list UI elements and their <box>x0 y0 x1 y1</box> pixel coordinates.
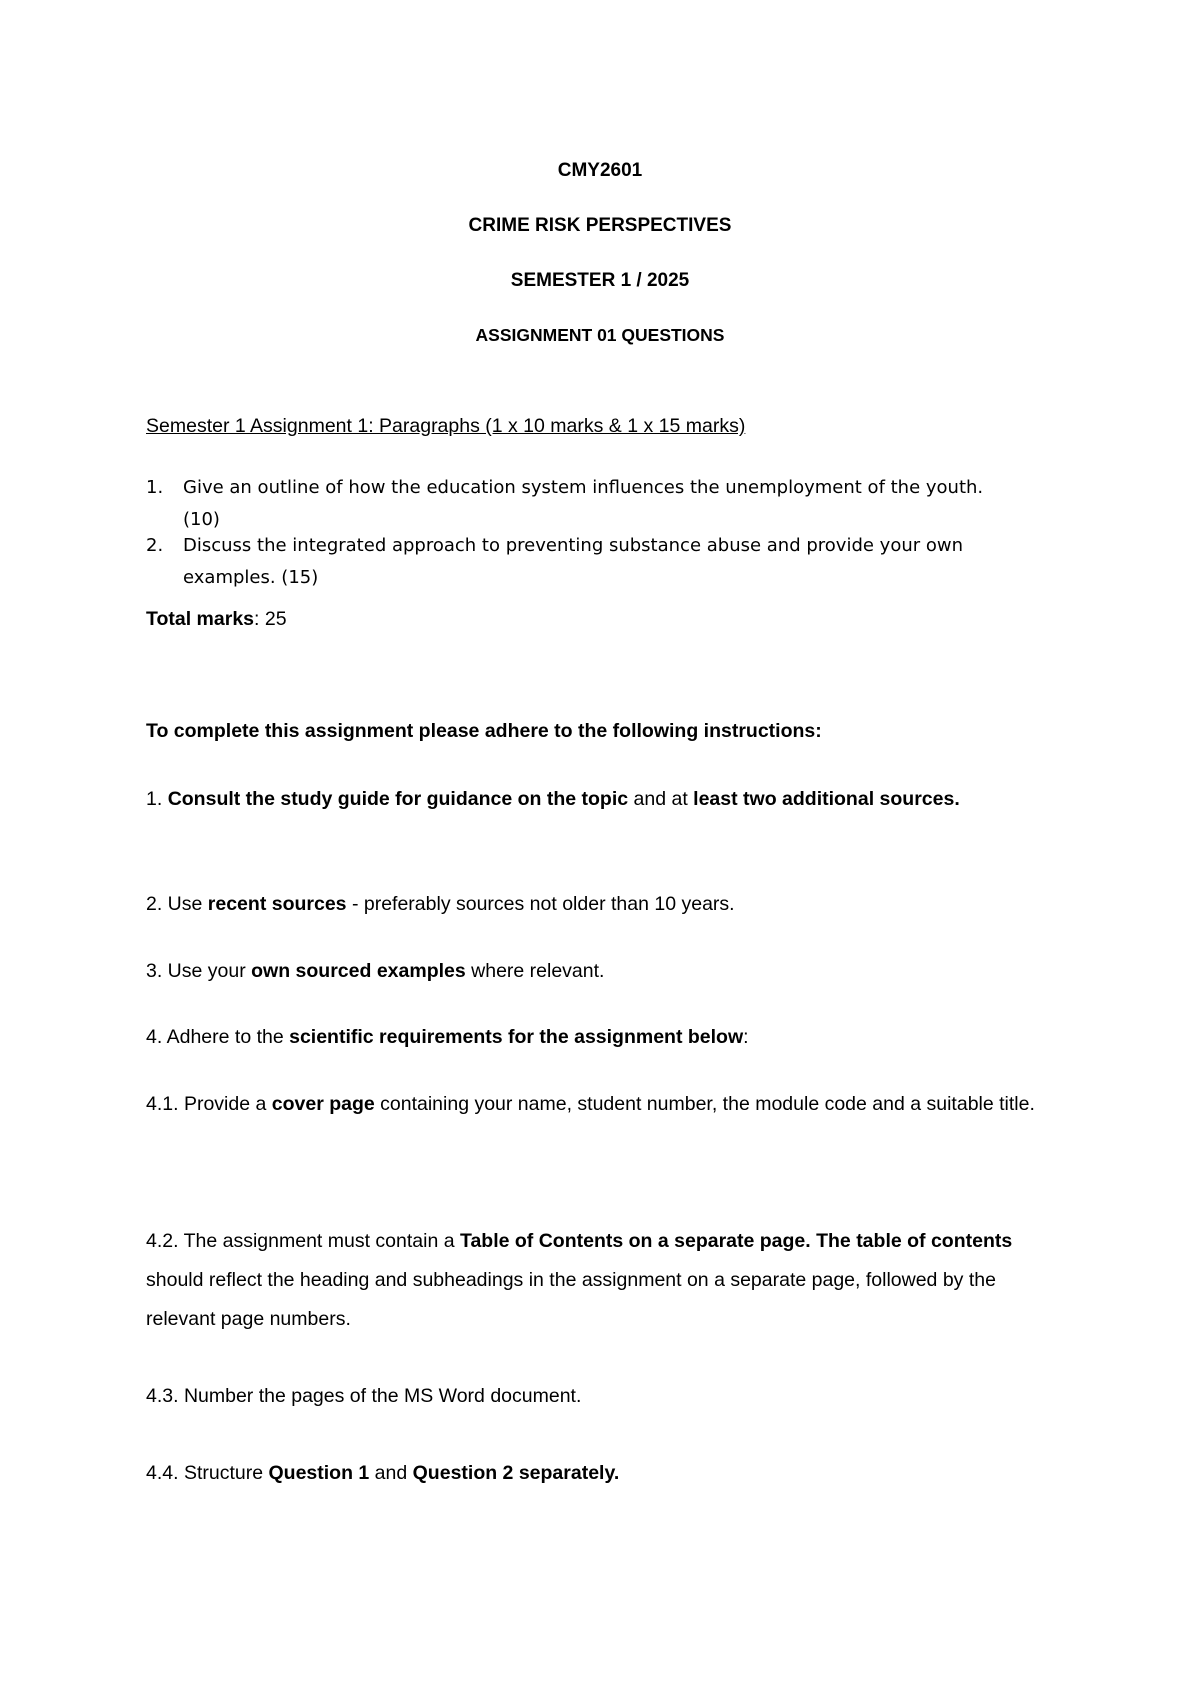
instruction-4-3 <box>146 1377 1056 1416</box>
instruction-1-num: 1. <box>146 788 168 810</box>
instruction-4-4-text: and <box>369 1462 413 1484</box>
instruction-1-bold-b: least two additional sources. <box>693 788 960 810</box>
total-marks-value: : 25 <box>254 608 287 630</box>
assignment-title: ASSIGNMENT 01 QUESTIONS <box>475 325 725 345</box>
instruction-4-4 <box>146 1454 1056 1493</box>
section-heading-text: Semester 1 Assignment 1: Paragraphs (1 x 10 marks & 1 x 15 marks) <box>146 415 746 437</box>
semester-line: SEMESTER 1 / 2025 <box>510 270 690 291</box>
question-2 <box>146 530 1056 594</box>
instruction-3-num: 3. Use your <box>146 960 252 982</box>
question-1-line2: (10) <box>183 509 220 530</box>
instruction-4-1 <box>146 1085 1056 1124</box>
instruction-1 <box>146 780 1056 819</box>
instruction-4-1-text: containing your name, student number, the module code and a suitable title. <box>374 1093 1035 1115</box>
course-code: CMY2601 <box>557 160 643 181</box>
instruction-4-1-bold: cover page <box>271 1093 375 1115</box>
instruction-4-4-bold-b: Question 2 separately. <box>412 1462 620 1484</box>
instruction-2-num: 2. Use <box>146 893 208 915</box>
instruction-3-text: where relevant. <box>465 960 605 982</box>
instruction-4-1-num: 4.1. Provide a <box>146 1093 272 1115</box>
instructions-heading <box>146 716 1056 746</box>
instruction-4-4-bold-a: Question 1 <box>268 1462 370 1484</box>
instruction-3 <box>146 952 1056 991</box>
instructions-heading-text: To complete this assignment please adhere to the following instructions: <box>146 720 822 742</box>
instruction-4-4-num: 4.4. Structure <box>146 1462 269 1484</box>
instruction-4 <box>146 1018 1056 1057</box>
instruction-1-text: and at <box>628 788 694 810</box>
instruction-4-2-bold: Table of Contents on a separate page. The table of contents <box>459 1230 1013 1252</box>
question-2-number: 2. <box>146 535 164 556</box>
question-2-line2: examples. (15) <box>183 567 319 588</box>
instruction-1-bold-a: Consult the study guide for guidance on the topic <box>167 788 629 810</box>
total-marks <box>146 604 1056 634</box>
instruction-4-3-text: 4.3. Number the pages of the MS Word document. <box>146 1385 582 1407</box>
instruction-4-num: 4. Adhere to the <box>146 1026 290 1048</box>
instruction-2-bold: recent sources <box>207 893 347 915</box>
instruction-4-2-text: should reflect the heading and subheadings in the assignment on a separate page, followed by the relevant page numbers. <box>146 1269 996 1330</box>
course-title: CRIME RISK PERSPECTIVES <box>468 215 732 236</box>
question-1-line1: Give an outline of how the education system influences the unemployment of the youth. <box>183 477 984 498</box>
instruction-4-2-num: 4.2. The assignment must contain a <box>146 1230 460 1252</box>
question-2-line1: Discuss the integrated approach to preventing substance abuse and provide your own <box>183 535 964 556</box>
instruction-4-2 <box>146 1222 1056 1339</box>
question-1 <box>146 472 1056 536</box>
instruction-2-text: - preferably sources not older than 10 years. <box>346 893 735 915</box>
section-heading <box>146 412 1056 440</box>
total-marks-label: Total marks <box>146 608 255 630</box>
question-1-number: 1. <box>146 477 164 498</box>
instruction-4-text: : <box>743 1026 749 1048</box>
instruction-3-bold: own sourced examples <box>251 960 466 982</box>
instruction-2 <box>146 885 1056 924</box>
instruction-4-bold: scientific requirements for the assignment below <box>289 1026 744 1048</box>
